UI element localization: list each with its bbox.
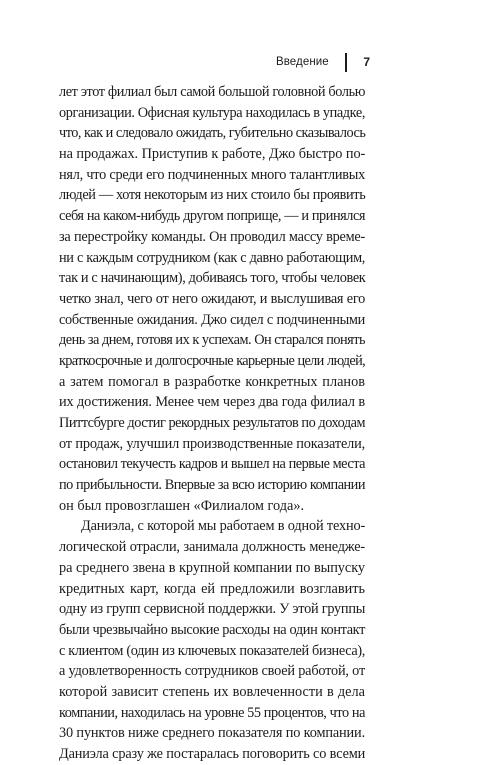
section-title: Введение — [275, 56, 329, 68]
text-line: день за днем, готовя их к успехам. Он старался понять — [59, 332, 365, 349]
text-line: организации. Офисная культура находилась в упадке, — [59, 104, 365, 121]
text-line: на продажах. Приступив к работе, Джо быстро по- — [59, 146, 366, 163]
text-line: людей — хотя некоторым из них стоило бы проявить — [59, 187, 366, 204]
text-line: собственные ожидания. Джо сидел с подчиненными — [59, 311, 365, 328]
text-line: лет этот филиал был самой большой головной болью — [59, 84, 365, 100]
text-line: от продаж, улучшил производственные показатели, — [59, 435, 366, 452]
text-line: 30 пунктов ниже среднего показателя по компании. — [59, 725, 365, 742]
text-line: ра среднего звена в крупной компании по выпуску — [59, 559, 365, 576]
text-line: Даниэла сразу же постаралась поговорить со всеми — [59, 746, 366, 762]
running-header — [276, 52, 370, 72]
text-line: компании, находилась на уровне 55 процентов, что на — [59, 704, 365, 721]
text-line: по прибыльности. Впервые за всю историю компании — [59, 477, 365, 494]
text-line: он был провозглашен «Филиалом года». — [59, 497, 305, 514]
body-text — [59, 82, 365, 765]
text-line: Даниэла, с которой мы работаем в одной техно- — [81, 518, 366, 535]
page-number: 7 — [363, 55, 370, 69]
text-line: за перестройку команды. Он проводил массу време- — [59, 228, 365, 245]
text-line: так и с начинающим), добиваясь того, чтобы человек — [59, 270, 366, 287]
header-divider — [345, 53, 348, 72]
text-line: одну из групп сервисной поддержки. У этой группы — [59, 601, 366, 618]
text-line: которой зависит степень их вовлеченности в дела — [59, 683, 365, 700]
text-line: что, как и следовало ожидать, губительно сказывалось — [59, 125, 366, 142]
text-line: Питтсбурге достиг рекордных результатов по доходам — [59, 415, 365, 431]
text-line: краткосрочные и долгосрочные карьерные цели людей, — [59, 352, 365, 369]
text-line: с клиентом (один из ключевых показателей бизнеса), — [59, 642, 365, 659]
text-line: четко знал, чего от него ожидают, и выслушивая его — [59, 290, 365, 307]
text-line: нял, что среди его подчиненных много талантливых — [59, 166, 365, 183]
text-line: их достижения. Менее чем через два года филиал в — [59, 394, 365, 411]
text-line: ни с каждым сотрудником (как с давно работающим, — [59, 249, 365, 266]
text-line: логической отрасли, занимала должность менедже- — [59, 539, 365, 556]
text-line: себя на каком-нибудь другом поприще, — и принялся — [59, 208, 365, 225]
text-line: были чрезвычайно высокие расходы на один контакт — [59, 621, 365, 638]
text-line: а затем помогал в разработке конкретных планов — [59, 373, 365, 390]
text-line: а удовлетворенность сотрудников своей работой, от — [59, 663, 365, 680]
text-line: остановил текучесть кадров и вышел на первые места — [59, 456, 365, 473]
text-line: кредитных карт, когда ей предложили возглавить — [59, 580, 365, 597]
